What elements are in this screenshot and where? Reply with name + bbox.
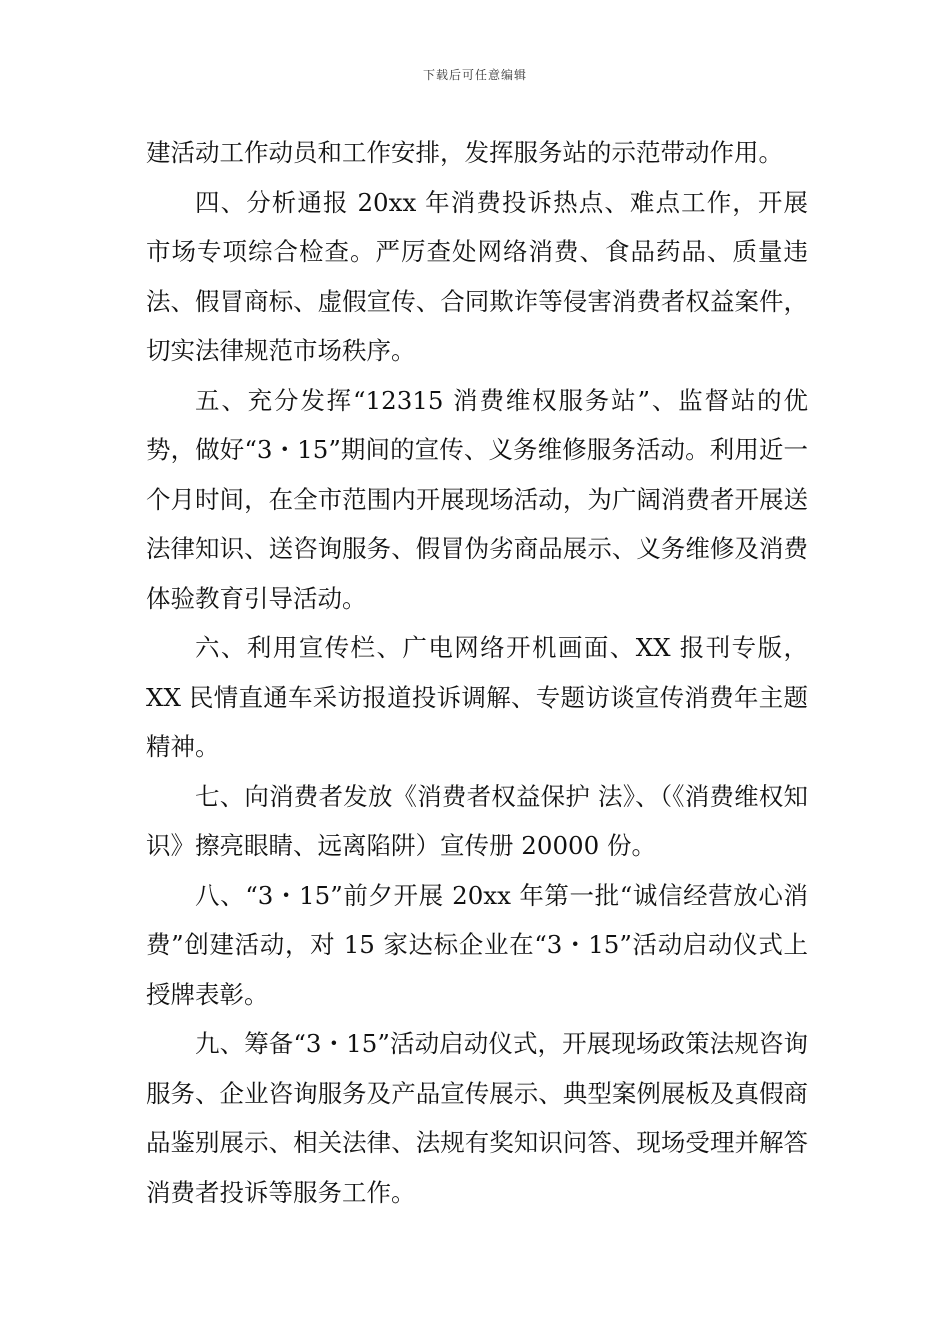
paragraph-item-6: 六、利用宣传栏、广电网络开机画面、XX 报刊专版，XX 民情直通车采访报道投诉调解、专题访谈宣传消费年主题精神。 [146, 633, 808, 761]
paragraph-item-9: 九、筹备“3・15”活动启动仪式，开展现场政策法规咨询服务、企业咨询服务及产品宣传展示、典型案例展板及真假商品鉴别展示、相关法律、法规有奖知识问答、现场受理并解答消费者投诉等服务工作。 [146, 1029, 808, 1207]
paragraph-item-5: 五、充分发挥“12315 消费维权服务站”、监督站的优势，做好“3・15”期间的宣传、义务维修服务活动。利用近一个月时间，在全市范围内开展现场活动，为广阔消费者开展送法律知识、送咨询服务、假冒伪劣商品展示、义务维修及消费体验教育引导活动。 [146, 385, 808, 613]
page-header: 下载后可任意编辑 [422, 68, 527, 82]
paragraph-item-7: 七、向消费者发放《消费者权益保护 法》、（《消费维权知识》擦亮眼睛、远离陷阱）宣传册 20000 份。 [146, 781, 808, 860]
paragraph-item-8: 八、“3・15”前夕开展 20xx 年第一批“诚信经营放心消费”创建活动，对 15 家达标企业在“3・15”活动启动仪式上授牌表彰。 [146, 880, 808, 1009]
paragraph-item-4: 四、分析通报 20xx 年消费投诉热点、难点工作，开展市场专项综合检查。严厉查处网络消费、食品药品、质量违法、假冒商标、虚假宣传、合同欺诈等侵害消费者权益案件，切实法律规范市场秩序。 [146, 187, 808, 365]
document-body [146, 128, 808, 1217]
paragraph-continued: 建活动工作动员和工作安排，发挥服务站的示范带动作用。 [146, 138, 783, 167]
